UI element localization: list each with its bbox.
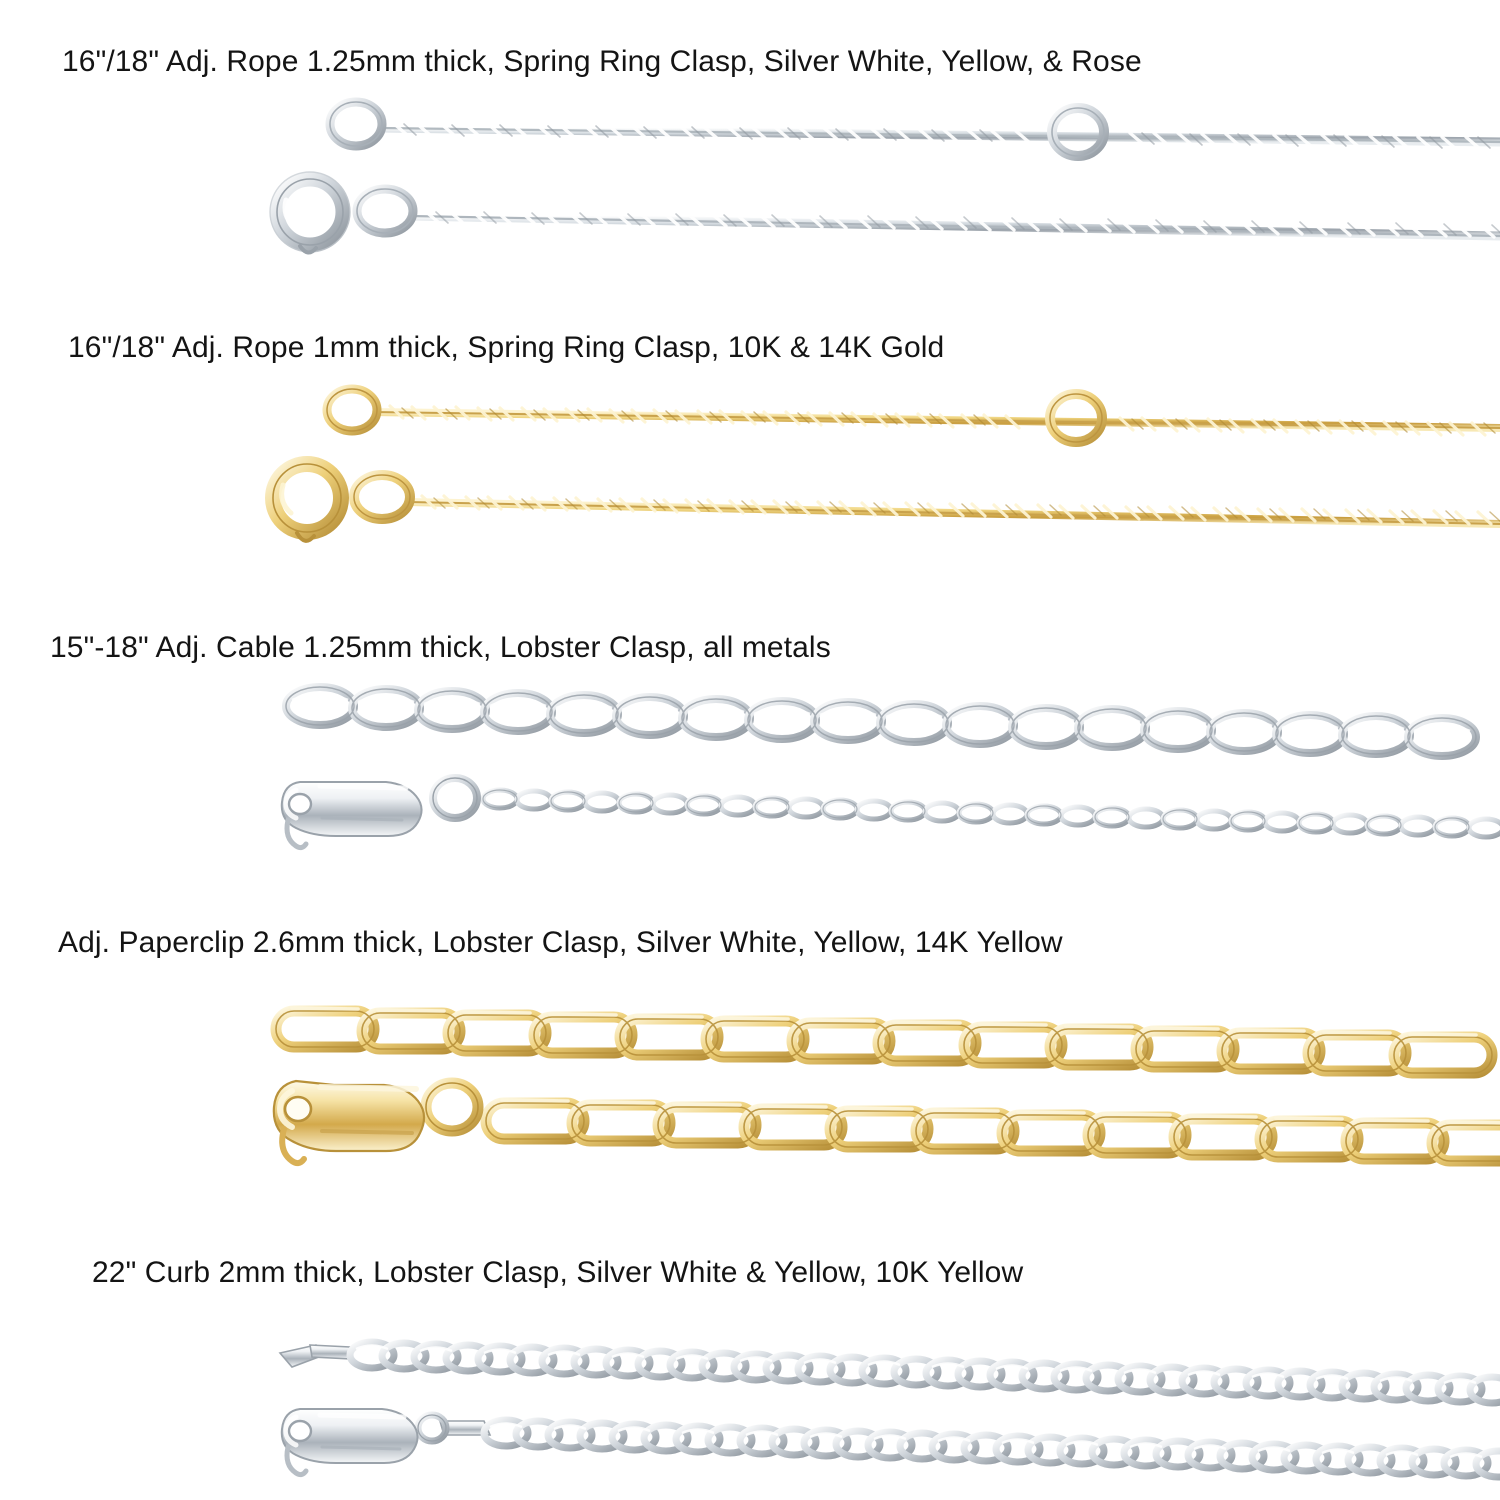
chain-illustration-curb-silver (0, 1291, 1500, 1491)
rope-strand-upper-gold (327, 389, 1500, 442)
chain-option-block (0, 1255, 1500, 1500)
chain-caption: 15"-18" Adj. Cable 1.25mm thick, Lobster Clasp, all metals (50, 631, 831, 664)
curb-row-upper (280, 1342, 1500, 1403)
chain-caption: 16"/18" Adj. Rope 1mm thick, Spring Ring Clasp, 10K & 14K Gold (68, 331, 945, 364)
curb-row-lower (418, 1415, 1500, 1477)
chain-illustration-rope-silver (0, 80, 1500, 290)
chain-caption: 16"/18" Adj. Rope 1.25mm thick, Spring Ring Clasp, Silver White, Yellow, & Rose (62, 45, 1142, 78)
chain-illustration-paperclip-gold (0, 961, 1500, 1191)
chain-option-block (0, 330, 1500, 590)
chain-illustration-rope-gold (0, 366, 1500, 576)
spring-ring-clasp-icon (266, 457, 348, 541)
chain-caption: Adj. Paperclip 2.6mm thick, Lobster Clasp, Silver White, Yellow, 14K Yellow (58, 926, 1063, 959)
paperclip-row-lower (426, 1083, 1500, 1161)
lobster-clasp-icon (282, 1409, 418, 1475)
paperclip-row-upper (276, 1008, 1492, 1073)
lobster-clasp-icon (274, 1081, 424, 1163)
chain-caption: 22" Curb 2mm thick, Lobster Clasp, Silver White & Yellow, 10K Yellow (92, 1256, 1024, 1289)
spring-ring-clasp-icon (270, 172, 350, 253)
chain-option-block (0, 925, 1500, 1205)
chain-option-block (0, 44, 1500, 304)
rope-strand-upper (330, 102, 1500, 156)
rope-strand-lower-with-clasp (270, 172, 1500, 253)
chain-illustration-cable-silver (0, 666, 1500, 866)
lobster-clasp-icon (282, 782, 422, 848)
rope-strand-lower-gold-with-clasp (266, 457, 1500, 541)
cable-chain-lower (433, 778, 1500, 837)
chain-option-block (0, 630, 1500, 880)
extender-chain-upper (286, 687, 1476, 756)
